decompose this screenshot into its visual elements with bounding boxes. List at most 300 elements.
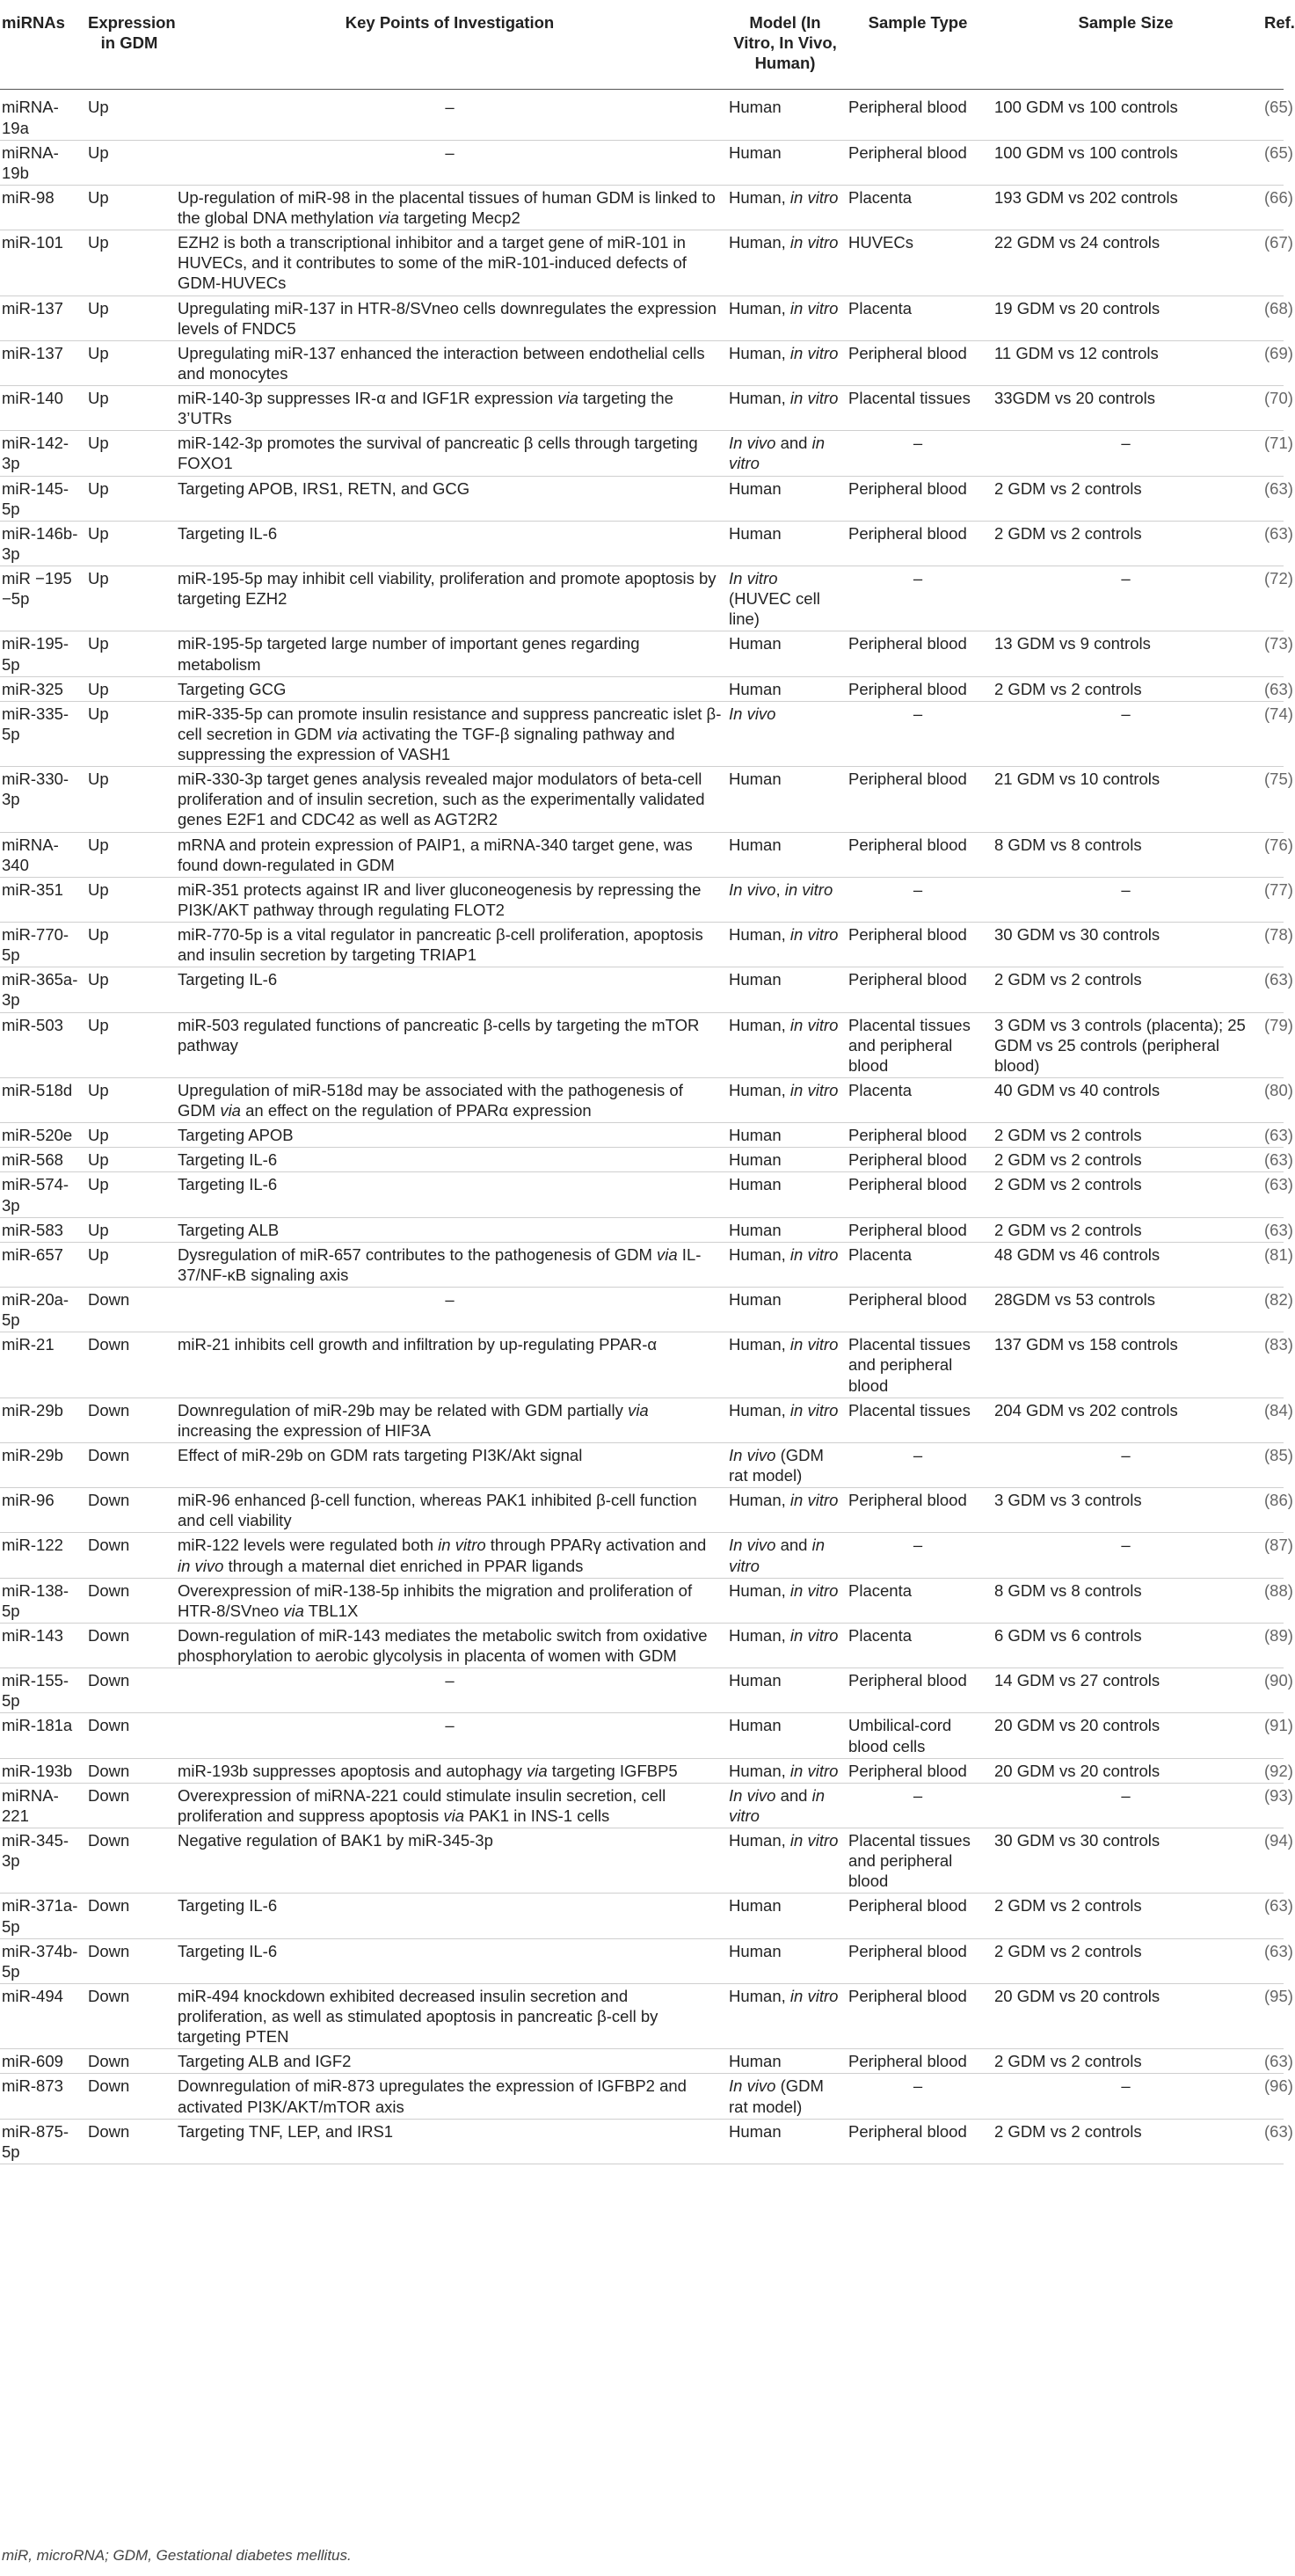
cell-sample-type: – [845,431,991,476]
cell-expression: Up [84,701,174,766]
cell-mirna: miR-574-3p [0,1172,84,1217]
cell-mirna: miR −195 −5p [0,566,84,631]
cell-key-points: Downregulation of miR-29b may be related with GDM partially via increasing the expression of HIF3A [174,1397,725,1442]
cell-sample-type: Peripheral blood [845,2049,991,2074]
cell-sample-size: 48 GDM vs 46 controls [991,1242,1261,1287]
table-row [0,1442,1284,1487]
table-row [0,1623,1284,1667]
table-row [0,701,1284,766]
header-ref: Ref. [1261,0,1284,90]
cell-mirna: miR-345-3p [0,1828,84,1894]
cell-key-points: miR-193b suppresses apoptosis and autophagy via targeting IGFBP5 [174,1758,725,1783]
cell-sample-size: 2 GDM vs 2 controls [991,2049,1261,2074]
cell-expression: Up [84,476,174,521]
cell-model: Human [725,1217,845,1242]
cell-ref: (95) [1261,1983,1284,2048]
cell-mirna: miR-138-5p [0,1578,84,1623]
cell-key-points: Overexpression of miRNA-221 could stimulate insulin secretion, cell proliferation and suppress apoptosis via PAK1 in INS-1 cells [174,1783,725,1828]
cell-sample-type: Peripheral blood [845,1172,991,1217]
table-row [0,1828,1284,1894]
cell-sample-type: Peripheral blood [845,521,991,566]
cell-expression: Up [84,631,174,676]
cell-ref: (93) [1261,1783,1284,1828]
table-row [0,431,1284,476]
table-row [0,1578,1284,1623]
table-row [0,1488,1284,1533]
cell-expression: Down [84,2049,174,2074]
cell-mirna: miR-494 [0,1983,84,2048]
table-row [0,476,1284,521]
cell-sample-type: Placental tissues [845,386,991,431]
cell-sample-size: 2 GDM vs 2 controls [991,521,1261,566]
table-row [0,1288,1284,1332]
cell-mirna: miR-21 [0,1332,84,1397]
cell-mirna: miR-330-3p [0,767,84,832]
cell-sample-size: – [991,1442,1261,1487]
cell-sample-type: Peripheral blood [845,1488,991,1533]
cell-expression: Up [84,1077,174,1122]
cell-expression: Up [84,923,174,967]
cell-key-points: Downregulation of miR-873 upregulates the expression of IGFBP2 and activated PI3K/AKT/mTOR axis [174,2074,725,2119]
cell-sample-size: 137 GDM vs 158 controls [991,1332,1261,1397]
cell-sample-size: 33GDM vs 20 controls [991,386,1261,431]
cell-expression: Down [84,1623,174,1667]
header-row [0,0,1284,90]
cell-ref: (83) [1261,1332,1284,1397]
cell-model: Human [725,476,845,521]
cell-key-points: miR-122 levels were regulated both in vitro through PPARγ activation and in vivo through a maternal diet enriched in PPAR ligands [174,1533,725,1578]
cell-expression: Down [84,1288,174,1332]
cell-sample-size: 30 GDM vs 30 controls [991,1828,1261,1894]
cell-key-points: Targeting APOB [174,1123,725,1148]
cell-sample-size: 6 GDM vs 6 controls [991,1623,1261,1667]
cell-model: Human, in vitro [725,1983,845,2048]
cell-sample-type: Peripheral blood [845,1288,991,1332]
table-row [0,1713,1284,1758]
table-row [0,631,1284,676]
cell-mirna: miR-137 [0,340,84,385]
cell-ref: (80) [1261,1077,1284,1122]
cell-sample-size: 28GDM vs 53 controls [991,1288,1261,1332]
cell-sample-size: – [991,431,1261,476]
header-sample-type: Sample Type [845,0,991,90]
table-row [0,140,1284,185]
cell-key-points: Upregulating miR-137 in HTR-8/SVneo cells downregulates the expression levels of FNDC5 [174,296,725,340]
cell-sample-type: Peripheral blood [845,1668,991,1713]
cell-sample-type: Peripheral blood [845,676,991,701]
cell-expression: Up [84,90,174,140]
cell-model: Human [725,1288,845,1332]
cell-model: In vivo (GDM rat model) [725,1442,845,1487]
cell-model: In vivo and in vitro [725,431,845,476]
cell-mirna: miR-657 [0,1242,84,1287]
cell-sample-type: – [845,1533,991,1578]
cell-sample-size: – [991,2074,1261,2119]
cell-expression: Down [84,2119,174,2164]
cell-model: Human, in vitro [725,1077,845,1122]
cell-mirna: miR-122 [0,1533,84,1578]
cell-model: Human [725,1123,845,1148]
cell-mirna: miR-371a-5p [0,1894,84,1938]
cell-mirna: miR-335-5p [0,701,84,766]
cell-sample-size: 20 GDM vs 20 controls [991,1983,1261,2048]
cell-model: In vivo (GDM rat model) [725,2074,845,2119]
cell-mirna: miR-193b [0,1758,84,1783]
cell-expression: Up [84,1217,174,1242]
cell-ref: (63) [1261,2049,1284,2074]
cell-key-points: Dysregulation of miR-657 contributes to the pathogenesis of GDM via IL-37/NF-κB signaling axis [174,1242,725,1287]
cell-expression: Up [84,521,174,566]
cell-key-points: Up-regulation of miR-98 in the placental tissues of human GDM is linked to the global DNA methylation via targeting Mecp2 [174,185,725,230]
cell-key-points: miR-142-3p promotes the survival of pancreatic β cells through targeting FOXO1 [174,431,725,476]
cell-sample-type: Peripheral blood [845,1938,991,1983]
cell-model: Human [725,1172,845,1217]
cell-mirna: miR-142-3p [0,431,84,476]
cell-sample-size: 20 GDM vs 20 controls [991,1758,1261,1783]
cell-sample-type: Placenta [845,296,991,340]
cell-ref: (96) [1261,2074,1284,2119]
cell-ref: (72) [1261,566,1284,631]
header-key-points: Key Points of Investigation [174,0,725,90]
cell-expression: Up [84,877,174,922]
cell-ref: (67) [1261,230,1284,296]
cell-model: Human [725,140,845,185]
cell-ref: (92) [1261,1758,1284,1783]
cell-model: Human [725,1713,845,1758]
cell-expression: Down [84,1828,174,1894]
header-mirnas: miRNAs [0,0,84,90]
cell-key-points: Targeting IL-6 [174,1148,725,1172]
cell-key-points: Upregulating miR-137 enhanced the interaction between endothelial cells and monocytes [174,340,725,385]
cell-ref: (78) [1261,923,1284,967]
cell-key-points: miR-195-5p may inhibit cell viability, proliferation and promote apoptosis by targeting EZH2 [174,566,725,631]
cell-model: In vivo and in vitro [725,1783,845,1828]
cell-ref: (75) [1261,767,1284,832]
cell-model: Human, in vitro [725,230,845,296]
table-body [0,90,1293,2164]
cell-mirna: miR-29b [0,1397,84,1442]
cell-expression: Up [84,566,174,631]
cell-key-points: miR-351 protects against IR and liver gluconeogenesis by repressing the PI3K/AKT pathway through regulating FLOT2 [174,877,725,922]
cell-sample-size: 8 GDM vs 8 controls [991,1578,1261,1623]
cell-expression: Down [84,1332,174,1397]
cell-model: In vivo and in vitro [725,1533,845,1578]
cell-ref: (73) [1261,631,1284,676]
cell-expression: Up [84,1148,174,1172]
cell-model: Human [725,90,845,140]
table-row [0,923,1284,967]
cell-key-points: miR-21 inhibits cell growth and infiltration by up-regulating PPAR-α [174,1332,725,1397]
cell-ref: (85) [1261,1442,1284,1487]
cell-model: Human, in vitro [725,1578,845,1623]
cell-mirna: miR-155-5p [0,1668,84,1713]
cell-key-points: miR-96 enhanced β-cell function, whereas PAK1 inhibited β-cell function and cell viability [174,1488,725,1533]
cell-model: Human, in vitro [725,1623,845,1667]
table-row [0,1983,1284,2048]
cell-expression: Up [84,296,174,340]
cell-expression: Down [84,1894,174,1938]
cell-mirna: miR-96 [0,1488,84,1533]
cell-model: Human [725,1148,845,1172]
cell-sample-size: – [991,701,1261,766]
cell-key-points: Upregulation of miR-518d may be associated with the pathogenesis of GDM via an effect on the regulation of PPARα expression [174,1077,725,1122]
cell-expression: Up [84,386,174,431]
cell-model: Human [725,767,845,832]
cell-sample-type: Peripheral blood [845,140,991,185]
cell-mirna: miR-583 [0,1217,84,1242]
cell-model: Human [725,967,845,1012]
cell-mirna: miR-351 [0,877,84,922]
cell-mirna: miR-568 [0,1148,84,1172]
cell-ref: (63) [1261,1217,1284,1242]
cell-sample-size: 3 GDM vs 3 controls [991,1488,1261,1533]
cell-sample-type: Placental tissues and peripheral blood [845,1332,991,1397]
header-sample-size: Sample Size [991,0,1261,90]
cell-model: Human [725,832,845,877]
cell-sample-size: 11 GDM vs 12 controls [991,340,1261,385]
cell-ref: (91) [1261,1713,1284,1758]
cell-mirna: miR-325 [0,676,84,701]
cell-ref: (65) [1261,90,1284,140]
table-row [0,230,1284,296]
cell-key-points: – [174,1713,725,1758]
cell-ref: (65) [1261,140,1284,185]
cell-model: Human, in vitro [725,1828,845,1894]
table-row [0,877,1284,922]
cell-key-points: Overexpression of miR-138-5p inhibits the migration and proliferation of HTR-8/SVneo via TBL1X [174,1578,725,1623]
table-row [0,676,1284,701]
cell-mirna: miR-140 [0,386,84,431]
cell-ref: (89) [1261,1623,1284,1667]
cell-expression: Down [84,1668,174,1713]
cell-ref: (63) [1261,476,1284,521]
cell-key-points: – [174,1288,725,1332]
cell-model: Human, in vitro [725,1488,845,1533]
table-row [0,832,1284,877]
table-row [0,296,1284,340]
cell-sample-size: 20 GDM vs 20 controls [991,1713,1261,1758]
cell-key-points: Targeting ALB [174,1217,725,1242]
table-row [0,2074,1284,2119]
cell-ref: (68) [1261,296,1284,340]
cell-model: Human [725,631,845,676]
cell-expression: Down [84,1397,174,1442]
cell-key-points: – [174,1668,725,1713]
table-row [0,521,1284,566]
cell-mirna: miRNA-19a [0,90,84,140]
cell-model: Human, in vitro [725,1397,845,1442]
cell-key-points: Targeting GCG [174,676,725,701]
cell-sample-size: – [991,1783,1261,1828]
cell-expression: Up [84,1242,174,1287]
cell-mirna: miRNA-340 [0,832,84,877]
cell-key-points: Effect of miR-29b on GDM rats targeting PI3K/Akt signal [174,1442,725,1487]
cell-mirna: miR-146b-3p [0,521,84,566]
table-row [0,1894,1284,1938]
cell-ref: (63) [1261,1123,1284,1148]
table-row [0,1938,1284,1983]
cell-mirna: miR-145-5p [0,476,84,521]
cell-ref: (63) [1261,967,1284,1012]
header-expression: Expression in GDM [84,0,174,90]
cell-mirna: miR-609 [0,2049,84,2074]
cell-ref: (84) [1261,1397,1284,1442]
table-row [0,1012,1284,1077]
cell-mirna: miR-770-5p [0,923,84,967]
cell-sample-type: Placental tissues and peripheral blood [845,1828,991,1894]
cell-ref: (94) [1261,1828,1284,1894]
cell-mirna: miR-195-5p [0,631,84,676]
cell-model: In vivo [725,701,845,766]
cell-sample-type: Placenta [845,185,991,230]
cell-mirna: miR-520e [0,1123,84,1148]
cell-ref: (86) [1261,1488,1284,1533]
cell-model: Human, in vitro [725,340,845,385]
cell-mirna: miR-29b [0,1442,84,1487]
cell-key-points: EZH2 is both a transcriptional inhibitor and a target gene of miR-101 in HUVECs, and it contributes to some of the miR-101-induced defects of GDM-HUVECs [174,230,725,296]
table-row [0,967,1284,1012]
cell-sample-size: 14 GDM vs 27 controls [991,1668,1261,1713]
cell-mirna: miRNA-19b [0,140,84,185]
cell-expression: Down [84,1488,174,1533]
cell-sample-type: Peripheral blood [845,923,991,967]
cell-sample-size: 19 GDM vs 20 controls [991,296,1261,340]
table-row [0,1123,1284,1148]
cell-model: Human, in vitro [725,1332,845,1397]
cell-model: Human, in vitro [725,386,845,431]
table-row [0,566,1284,631]
cell-ref: (63) [1261,1938,1284,1983]
table-row [0,90,1284,140]
cell-mirna: miR-181a [0,1713,84,1758]
cell-ref: (69) [1261,340,1284,385]
cell-expression: Down [84,1442,174,1487]
table-row [0,1217,1284,1242]
cell-key-points: Targeting IL-6 [174,1938,725,1983]
cell-ref: (63) [1261,1894,1284,1938]
cell-sample-size: 2 GDM vs 2 controls [991,1217,1261,1242]
cell-expression: Up [84,185,174,230]
cell-expression: Up [84,140,174,185]
table-row [0,1668,1284,1713]
cell-ref: (66) [1261,185,1284,230]
cell-sample-size: 22 GDM vs 24 controls [991,230,1261,296]
cell-expression: Up [84,1172,174,1217]
cell-expression: Down [84,2074,174,2119]
cell-sample-size: – [991,877,1261,922]
cell-ref: (63) [1261,1148,1284,1172]
table-row [0,1332,1284,1397]
cell-ref: (82) [1261,1288,1284,1332]
cell-sample-type: – [845,877,991,922]
cell-model: Human, in vitro [725,296,845,340]
cell-model: Human, in vitro [725,923,845,967]
cell-ref: (90) [1261,1668,1284,1713]
cell-sample-type: Peripheral blood [845,832,991,877]
cell-expression: Down [84,1533,174,1578]
cell-sample-type: Peripheral blood [845,90,991,140]
cell-key-points: Targeting IL-6 [174,967,725,1012]
cell-expression: Up [84,1012,174,1077]
cell-ref: (79) [1261,1012,1284,1077]
cell-sample-size: 2 GDM vs 2 controls [991,967,1261,1012]
cell-sample-type: Placenta [845,1242,991,1287]
cell-mirna: miR-143 [0,1623,84,1667]
cell-expression: Down [84,1783,174,1828]
cell-model: Human [725,1894,845,1938]
cell-sample-size: 193 GDM vs 202 controls [991,185,1261,230]
cell-expression: Up [84,230,174,296]
cell-key-points: Targeting IL-6 [174,521,725,566]
cell-ref: (63) [1261,676,1284,701]
cell-key-points: Negative regulation of BAK1 by miR-345-3p [174,1828,725,1894]
cell-key-points: miR-503 regulated functions of pancreatic β-cells by targeting the mTOR pathway [174,1012,725,1077]
cell-sample-type: – [845,2074,991,2119]
cell-expression: Down [84,1938,174,1983]
cell-sample-type: Peripheral blood [845,340,991,385]
cell-model: In vivo, in vitro [725,877,845,922]
cell-sample-type: Peripheral blood [845,967,991,1012]
header-model: Model (In Vitro, In Vivo, Human) [725,0,845,90]
cell-mirna: miR-137 [0,296,84,340]
cell-mirna: miR-873 [0,2074,84,2119]
cell-sample-size: 100 GDM vs 100 controls [991,140,1261,185]
cell-expression: Up [84,832,174,877]
cell-mirna: miR-875-5p [0,2119,84,2164]
cell-key-points: mRNA and protein expression of PAIP1, a miRNA-340 target gene, was found down-regulated in GDM [174,832,725,877]
cell-sample-size: 2 GDM vs 2 controls [991,1172,1261,1217]
cell-model: Human [725,521,845,566]
cell-model: Human [725,676,845,701]
cell-sample-type: Peripheral blood [845,1758,991,1783]
cell-model: Human [725,1668,845,1713]
cell-mirna: miR-101 [0,230,84,296]
cell-key-points: Targeting TNF, LEP, and IRS1 [174,2119,725,2164]
cell-sample-type: Peripheral blood [845,1217,991,1242]
cell-expression: Down [84,1983,174,2048]
table-footnote: miR, microRNA; GDM, Gestational diabetes mellitus. [2,2547,352,2564]
cell-key-points: miR-335-5p can promote insulin resistance and suppress pancreatic islet β-cell secretion in GDM via activating the TGF-β signaling pathway and suppressing the expression of VASH1 [174,701,725,766]
cell-model: Human, in vitro [725,185,845,230]
cell-model: Human [725,2049,845,2074]
cell-sample-size: 3 GDM vs 3 controls (placenta); 25 GDM vs 25 controls (peripheral blood) [991,1012,1261,1077]
cell-sample-size: 204 GDM vs 202 controls [991,1397,1261,1442]
cell-sample-size: 2 GDM vs 2 controls [991,1894,1261,1938]
cell-mirna: miR-503 [0,1012,84,1077]
cell-mirna: miR-518d [0,1077,84,1122]
cell-model: Human, in vitro [725,1758,845,1783]
table-row [0,1077,1284,1122]
cell-expression: Down [84,1578,174,1623]
cell-key-points: Targeting APOB, IRS1, RETN, and GCG [174,476,725,521]
cell-key-points: miR-770-5p is a vital regulator in pancreatic β-cell proliferation, apoptosis and insulin secretion by targeting TRIAP1 [174,923,725,967]
cell-sample-size: 13 GDM vs 9 controls [991,631,1261,676]
cell-expression: Up [84,1123,174,1148]
cell-sample-type: Placenta [845,1623,991,1667]
cell-expression: Up [84,767,174,832]
cell-key-points: Targeting IL-6 [174,1172,725,1217]
cell-expression: Up [84,967,174,1012]
cell-sample-size: 21 GDM vs 10 controls [991,767,1261,832]
cell-model: In vitro (HUVEC cell line) [725,566,845,631]
cell-mirna: miRNA-221 [0,1783,84,1828]
cell-ref: (74) [1261,701,1284,766]
cell-model: Human, in vitro [725,1012,845,1077]
table-row [0,2119,1284,2164]
cell-key-points: – [174,140,725,185]
cell-model: Human [725,1938,845,1983]
cell-ref: (63) [1261,2119,1284,2164]
